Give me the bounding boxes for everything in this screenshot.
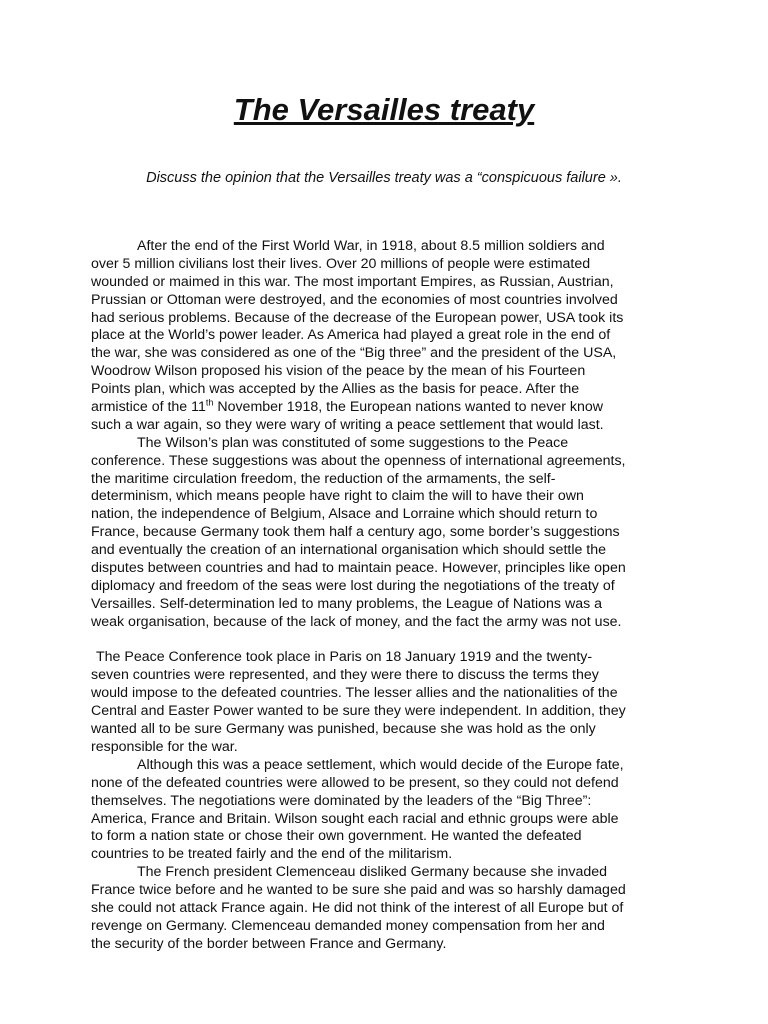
paragraph-line: France, because Germany took them half a century ago, some border’s suggestions <box>91 524 620 541</box>
paragraph-line: America, France and Britain. Wilson sought each racial and ethnic groups were able <box>91 810 619 827</box>
paragraph-line: seven countries were represented, and they were there to discuss the terms they <box>91 667 599 684</box>
paragraph-line: responsible for the war. <box>91 738 238 755</box>
paragraph-line: such a war again, so they were wary of writing a peace settlement that would last. <box>91 416 604 433</box>
paragraph-line: diplomacy and freedom of the seas were lost during the negotiations of the treaty of <box>91 577 615 594</box>
paragraph-line: determinism, which means people have right to claim the will to have their own <box>91 488 584 505</box>
paragraph-line: and eventually the creation of an international organisation which should settle the <box>91 542 607 559</box>
paragraph-line: Although this was a peace settlement, which would decide of the Europe fate, <box>137 756 624 773</box>
paragraph-line: countries to be treated fairly and the end of the militarism. <box>91 846 453 863</box>
paragraph-line: to form a nation state or chose their own government. He wanted the defeated <box>91 828 582 845</box>
paragraph-line: wounded or maimed in this war. The most important Empires, as Russian, Austrian, <box>91 273 614 290</box>
armistice-text-after: November 1918, the European nations wanted to never know <box>213 399 604 416</box>
paragraph-line: place at the World’s power leader. As America had played a great role in the end of <box>91 327 611 344</box>
document-subtitle: Discuss the opinion that the Versailles treaty was a “conspicuous failure ». <box>146 170 622 186</box>
paragraph-line: conference. These suggestions was about the openness of international agreements, <box>91 452 626 469</box>
paragraph-line: none of the defeated countries were allowed to be present, so they could not defend <box>91 774 619 791</box>
paragraph-line: The Wilson’s plan was constituted of some suggestions to the Peace <box>137 434 569 451</box>
paragraph-line: weak organisation, because of the lack of money, and the fact the army was not use. <box>91 613 622 630</box>
paragraph-line: disputes between countries and had to maintain peace. However, principles like open <box>91 560 626 577</box>
paragraph-line: would impose to the defeated countries. The lesser allies and the nationalities of the <box>91 685 618 702</box>
paragraph-gap <box>91 632 678 650</box>
paragraph-line: over 5 million civilians lost their lives. Over 20 millions of people were estimated <box>91 255 591 272</box>
paragraph-line: France twice before and he wanted to be sure she paid and was so harshly damaged <box>91 882 626 899</box>
paragraph-line: Prussian or Ottoman were destroyed, and the economies of most countries involved <box>91 291 618 308</box>
paragraph-line: the maritime circulation freedom, the reduction of the armaments, the self- <box>91 470 556 487</box>
paragraph-line: The Peace Conference took place in Paris on 18 January 1919 and the twenty- <box>96 649 593 666</box>
paragraph-line: Points plan, which was accepted by the Allies as the basis for peace. After the <box>91 381 580 398</box>
paragraph-line: wanted all to be sure Germany was punished, because she was hold as the only <box>91 721 596 738</box>
paragraph-line: she could not attack France again. He did not think of the interest of all Europe but of <box>91 899 624 916</box>
paragraph-line: Central and Easter Power wanted to be sure they were independent. In addition, they <box>91 703 626 720</box>
paragraph-line: the war, she was considered as one of the “Big three” and the president of the USA, <box>91 345 617 362</box>
paragraph-line: Woodrow Wilson proposed his vision of the peace by the mean of his Fourteen <box>91 363 586 380</box>
paragraph-line-armistice <box>91 399 678 417</box>
document-title: The Versailles treaty <box>233 92 535 127</box>
paragraph-line: Versailles. Self-determination led to many problems, the League of Nations was a <box>91 595 603 612</box>
paragraph-line: revenge on Germany. Clemenceau demanded money compensation from her and <box>91 917 605 934</box>
ordinal-superscript: th <box>205 397 214 408</box>
paragraph-line: nation, the independence of Belgium, Alsace and Lorraine which should return to <box>91 506 598 523</box>
paragraph-line: the security of the border between France and Germany. <box>91 935 447 952</box>
paragraph-line: themselves. The negotiations were dominated by the leaders of the “Big Three”: <box>91 792 592 809</box>
document-body <box>91 238 678 954</box>
paragraph-line: The French president Clemenceau disliked Germany because she invaded <box>137 864 608 881</box>
paragraph-line: had serious problems. Because of the decrease of the European power, USA took its <box>91 309 624 326</box>
armistice-text-before: armistice of the 11 <box>91 399 206 416</box>
paragraph-line: After the end of the First World War, in 1918, about 8.5 million soldiers and <box>137 238 605 254</box>
